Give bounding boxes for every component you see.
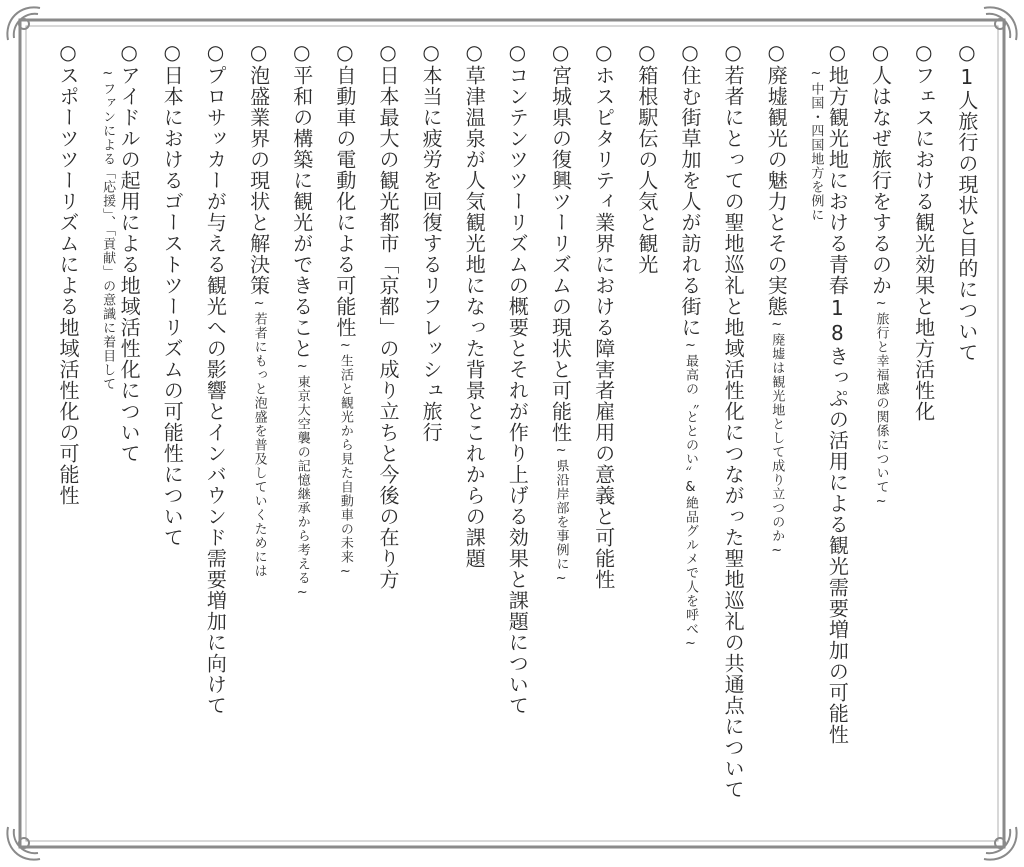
topic-main-text: 本当に疲労を回復するリフレッシュ旅行 [419,65,444,443]
topic-item [332,40,358,580]
topic-item [954,40,980,363]
topic-main-text: ホスピタリティ業界における障害者雇用の意義と可能性 [591,65,616,590]
topic-subtitle: ~若者にもっと泡盛を普及していくためには [251,296,267,578]
topic-item [806,40,850,745]
topic-item [868,40,894,510]
topic-title [504,40,530,716]
topic-main-text: プロサッカーが与える観光への影響とインバウンド需要増加に向けて [203,65,228,716]
bullet-circle-icon: ○ [419,40,444,65]
topic-item [634,40,660,275]
corner-ornament-icon [7,827,40,860]
bullet-circle-icon: ○ [462,40,487,65]
topic-item [911,40,937,422]
topic-title [418,40,444,443]
topic-subtitle-line: ~中国・四国地方を例に [808,66,824,222]
topic-title [720,40,746,800]
bullet-circle-icon: ○ [764,40,789,65]
topic-item [763,40,789,559]
topic-title [159,40,185,548]
topic-item [461,40,487,569]
bullet-circle-icon: ○ [160,40,185,65]
topic-item [289,40,315,601]
topic-main-text: 廃墟観光の魅力とその実態 [764,65,789,317]
topic-title [954,40,980,363]
topic-title [332,40,358,580]
corner-ornament-icon [7,7,40,40]
topic-item [98,40,142,464]
corner-ornament-icon [984,827,1017,860]
topic-list [55,40,980,830]
bullet-circle-icon: ○ [677,40,702,65]
topic-item [202,40,228,716]
topic-main-text: アイドルの起用による地域活性化について [117,65,142,464]
topic-main-text: 泡盛業界の現状と解決策 [246,65,271,296]
topic-item [418,40,444,443]
bullet-circle-icon: ○ [721,40,746,65]
topic-title [634,40,660,275]
topic-title [868,40,894,510]
topic-item [677,40,703,652]
topic-title [289,40,315,601]
topic-title [824,40,850,745]
bullet-circle-icon: ○ [203,40,228,65]
topic-item [548,40,574,587]
topic-title [911,40,937,422]
topic-main-text: 草津温泉が人気観光地になった背景とこれからの課題 [462,65,487,569]
topic-title [116,40,142,464]
topic-main-text: 宮城県の復興ツーリズムの現状と可能性 [548,65,573,443]
bullet-circle-icon: ○ [117,40,142,65]
topic-item [591,40,617,590]
topic-main-text: 日本最大の観光都市「京都」の成り立ちと今後の在り方 [375,65,400,590]
topic-item [720,40,746,800]
topic-title [246,40,272,578]
bullet-circle-icon: ○ [56,40,80,65]
topic-main-text: フェスにおける観光効果と地方活性化 [911,65,936,422]
topic-main-text: 住む街草加を人が訪れる街に [677,65,702,338]
topic-main-text: 地方観光地における青春18きっぷの活用による観光需要増加の可能性 [825,65,850,745]
topic-title [461,40,487,569]
topic-title [591,40,617,590]
topic-item [159,40,185,548]
topic-title [677,40,703,652]
topic-subtitle: ~旅行と幸福感の関係について~ [873,296,889,510]
topic-subtitle-line: ~ファンによる「応援」、「貢献」の意識に着目して [100,66,116,391]
bullet-circle-icon: ○ [505,40,530,65]
topic-subtitle: ~最高の〝ととのい〟&絶品グルメで人を呼べ~ [682,338,698,652]
topic-subtitle: ~県沿岸部を事例に~ [553,443,569,587]
topic-title [548,40,574,587]
topic-main-text: 自動車の電動化による可能性 [332,65,357,338]
topic-main-text: 人はなぜ旅行をするのか [868,65,893,296]
bullet-circle-icon: ○ [868,40,893,65]
bullet-circle-icon: ○ [825,40,850,65]
topic-item [55,40,81,506]
bullet-circle-icon: ○ [911,40,936,65]
topic-main-text: 平和の構築に観光ができること [289,65,314,359]
bullet-circle-icon: ○ [634,40,659,65]
bullet-circle-icon: ○ [548,40,573,65]
topic-title [375,40,401,590]
topic-subtitle: ~生活と観光から見た自動車の未来~ [337,338,353,580]
topic-main-text: 日本におけるゴーストツーリズムの可能性について [160,65,185,548]
topic-main-text: 若者にとっての聖地巡礼と地域活性化につながった聖地巡礼の共通点について [721,65,746,800]
bullet-circle-icon: ○ [332,40,357,65]
topic-item [375,40,401,590]
topic-main-text: スポーツツーリズムによる地域活性化の可能性 [56,65,80,506]
topic-subtitle: ~東京大空襲の記憶継承から考える~ [294,359,310,601]
corner-ornament-icon [984,7,1017,40]
topic-title [55,40,81,506]
topic-item [246,40,272,578]
topic-main-text: 1人旅行の現状と目的について [954,65,979,363]
bullet-circle-icon: ○ [954,40,979,65]
topic-title [763,40,789,559]
topic-subtitle: ~廃墟は観光地として成り立つのか~ [769,317,785,559]
bullet-circle-icon: ○ [289,40,314,65]
bullet-circle-icon: ○ [246,40,271,65]
topic-item [504,40,530,716]
bullet-circle-icon: ○ [591,40,616,65]
topic-main-text: コンテンツツーリズムの概要とそれが作り上げる効果と課題について [505,65,530,716]
bullet-circle-icon: ○ [375,40,400,65]
topic-main-text: 箱根駅伝の人気と観光 [634,65,659,275]
topic-title [202,40,228,716]
